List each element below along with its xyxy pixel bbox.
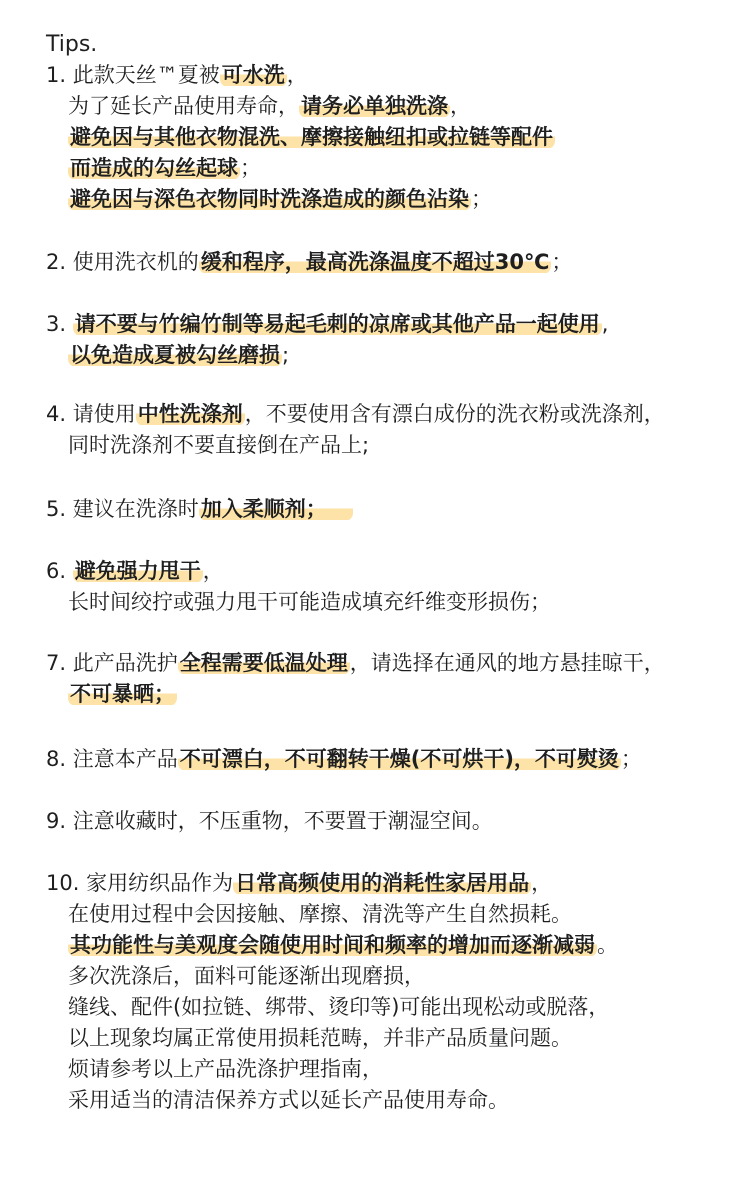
tip-7 — [46, 650, 734, 712]
tip-6 — [46, 558, 734, 620]
highlighted-text: 全程需要低温处理 — [179, 651, 348, 675]
tip-line — [46, 401, 734, 427]
highlighted-text: 请务必单独洗涤 — [301, 94, 448, 118]
highlighted-text: 避免因与其他衣物混洗、摩擦接触纽扣或拉链等配件 — [70, 125, 553, 149]
tip-4 — [46, 401, 734, 463]
tip-line — [46, 432, 734, 458]
tip-line — [46, 870, 734, 896]
highlighted-text: 中性洗涤剂 — [137, 402, 243, 426]
highlighted-text: 以免造成夏被勾丝磨损 — [70, 343, 280, 367]
highlighted-text: 不可漂白，不可翻转干燥(不可烘干)，不可熨烫 — [179, 747, 619, 771]
highlighted-text: 可水洗 — [221, 63, 285, 87]
highlighted-text: 请不要与竹编竹制等易起毛刺的凉席或其他产品一起使用 — [74, 312, 600, 336]
tip-5 — [46, 496, 734, 527]
tip-2 — [46, 249, 734, 280]
tip-line — [46, 342, 734, 368]
tip-line — [46, 93, 734, 119]
tip-line — [46, 249, 734, 275]
tip-text: 10. 家用纺织品作为 — [46, 871, 234, 895]
tip-line — [46, 589, 734, 615]
tip-text: ， — [202, 559, 224, 583]
tip-line — [46, 808, 734, 834]
tip-text: 4. 请使用 — [46, 402, 136, 426]
highlighted-text: 避免因与深色衣物同时洗涤造成的颜色沾染 — [70, 187, 469, 211]
tip-text: 7. 此产品洗护 — [46, 651, 178, 675]
tip-line — [46, 62, 734, 88]
tip-text: 1. 此款天丝™夏被 — [46, 63, 220, 87]
tip-text: 缝线、配件(如拉链、绑带、烫印等)可能出现松动或脱落， — [68, 995, 610, 1019]
tip-text: ； — [471, 187, 492, 211]
tip-text: 6. — [46, 559, 73, 583]
tip-line — [46, 994, 734, 1020]
tip-text: ，不要使用含有漂白成份的洗衣粉或洗涤剂， — [244, 402, 665, 426]
tip-text: ， — [450, 94, 471, 118]
tip-1 — [46, 62, 734, 217]
highlighted-text: 而造成的勾丝起球 — [70, 156, 238, 180]
tip-text: ; — [282, 343, 290, 367]
tip-text: ； — [620, 747, 642, 771]
tip-text: 5. 建议在洗涤时 — [46, 497, 199, 521]
tip-line — [46, 932, 734, 958]
tip-text: 以上现象均属正常使用损耗范畴，并非产品质量问题。 — [68, 1026, 572, 1050]
tip-text: 2. 使用洗衣机的 — [46, 250, 199, 274]
tip-8 — [46, 746, 734, 777]
tip-text: 。 — [597, 933, 618, 957]
highlighted-text: 加入柔顺剂； — [199, 497, 353, 521]
tip-line — [46, 155, 734, 181]
tip-line — [46, 901, 734, 927]
highlighted-text: 缓和程序，最高洗涤温度不超过30℃ — [200, 250, 550, 274]
highlighted-text: 不可暴晒； — [70, 682, 175, 706]
tip-10 — [46, 870, 734, 1118]
tip-3 — [46, 311, 734, 373]
tip-text: 为了延长产品使用寿命， — [68, 94, 299, 118]
tip-text: ， — [286, 63, 308, 87]
tip-line — [46, 186, 734, 212]
tip-text: 8. 注意本产品 — [46, 747, 178, 771]
tip-line — [46, 1025, 734, 1051]
tip-text: , — [601, 312, 609, 336]
tip-text: 多次洗涤后，面料可能逐渐出现磨损， — [68, 964, 425, 988]
tip-text: 采用适当的清洁保养方式以延长产品使用寿命。 — [68, 1088, 509, 1112]
tips-heading: Tips. — [46, 32, 98, 57]
tip-9 — [46, 808, 734, 839]
tip-text: ； — [240, 156, 261, 180]
tip-line — [46, 124, 734, 150]
tip-text: ， — [531, 871, 553, 895]
tip-line — [46, 681, 734, 707]
tip-text: 同时洗涤剂不要直接倒在产品上; — [68, 433, 370, 457]
tip-line — [46, 311, 734, 337]
tip-line — [46, 963, 734, 989]
tip-text: ，请选择在通风的地方悬挂晾干， — [349, 651, 665, 675]
tip-line — [46, 1087, 734, 1113]
tip-text: 烦请参考以上产品洗涤护理指南， — [68, 1057, 383, 1081]
tip-text: ； — [551, 250, 573, 274]
tip-text: 9. 注意收藏时，不压重物，不要置于潮湿空间。 — [46, 809, 493, 833]
tip-text: 长时间绞拧或强力甩干可能造成填充纤维变形损伤； — [68, 590, 551, 614]
highlighted-text: 避免强力甩干 — [74, 559, 201, 583]
tip-line — [46, 1056, 734, 1082]
tip-line — [46, 496, 734, 522]
tip-text: 3. — [46, 312, 73, 336]
tip-text: 在使用过程中会因接触、摩擦、清洗等产生自然损耗。 — [68, 902, 572, 926]
tip-line — [46, 650, 734, 676]
tip-line — [46, 558, 734, 584]
highlighted-text: 其功能性与美观度会随使用时间和频率的增加而逐渐减弱 — [70, 933, 595, 957]
tip-line — [46, 746, 734, 772]
highlighted-text: 日常高频使用的消耗性家居用品 — [235, 871, 530, 895]
